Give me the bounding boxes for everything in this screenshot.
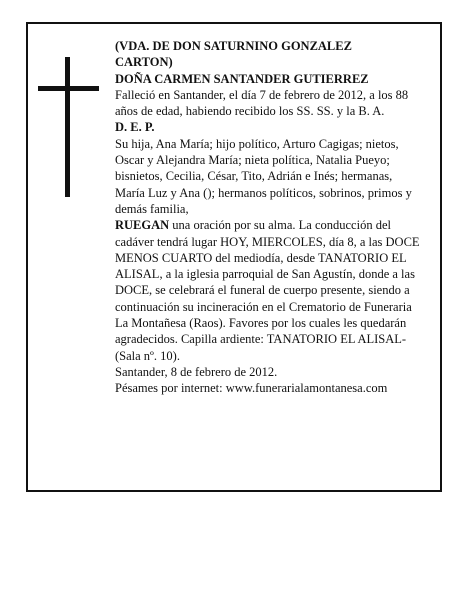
condolences-line: Pésames por internet: www.funerarialamontanesa.com	[115, 381, 388, 396]
ruegan-paragraph	[115, 217, 420, 364]
widow-header-line2: CARTON)	[115, 55, 173, 70]
widow-header-line1: (VDA. DE DON SATURNINO GONZALEZ	[115, 39, 352, 53]
cross-icon-bar	[38, 86, 99, 91]
deceased-name: DOÑA CARMEN SANTANDER GUTIERREZ	[115, 71, 369, 86]
obituary-text	[115, 38, 420, 397]
dep-heading: D. E. P.	[115, 120, 155, 135]
cross-icon	[65, 57, 70, 197]
date-line: Santander, 8 de febrero de 2012.	[115, 364, 278, 379]
family-list: Su hija, Ana María; hijo político, Arturo Cagigas; nietos, Oscar y Alejandra María; nieta política, Natalia Pueyo; bisnietos, Cecilia, César, Tito, Adrián e Inés; hermanas, María Luz y Ana (); hermanos políticos, sobrinos, primos y demás familia,	[115, 136, 412, 216]
ruegan-text: una oración por su alma. La conducción del cadáver tendrá lugar HOY, MIERCOLES, día 8, a las DOCE MENOS CUARTO del mediodía, desde TANATORIO EL ALISAL, a la iglesia parroquial de San Agustín, donde a las DOCE, se celebrará el funeral de cuerpo presente, siendo a continuación su incineración en el Crematorio de Funeraria La Montañesa (Raos). Favores por los cuales les quedarán agradecidos. Capilla ardiente: TANATORIO EL ALISAL-(Sala nº. 10).	[115, 218, 420, 363]
death-info: Falleció en Santander, el día 7 de febrero de 2012, a los 88 años de edad, habiendo recibido los SS. SS. y la B. A.	[115, 87, 409, 119]
ruegan-label: RUEGAN	[115, 218, 170, 233]
